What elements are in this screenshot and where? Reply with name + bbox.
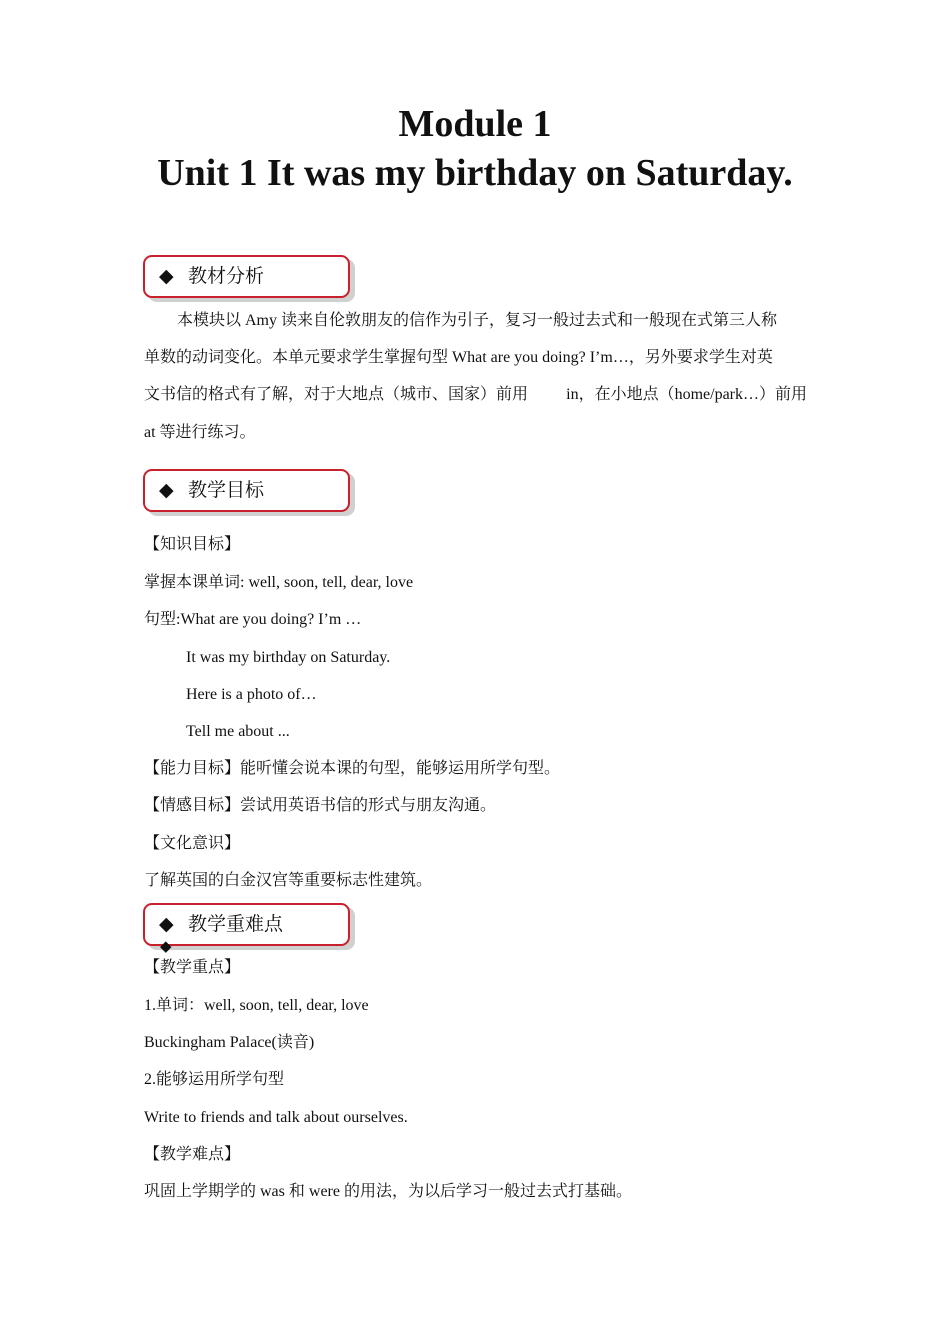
analysis-paragraph-line-4: at 等进行练习。 — [144, 424, 256, 441]
module-title: Module 1 — [398, 103, 552, 145]
unit-title: Unit 1 It was my birthday on Saturday. — [157, 152, 793, 194]
section-badge-keypoints — [143, 903, 350, 946]
section-badge-analysis — [143, 255, 350, 298]
analysis-paragraph-line-1 — [144, 310, 807, 332]
diamond-bullet-icon: ◆ — [160, 939, 172, 955]
difficulty-item: 巩固上学期学的 was 和 were 的用法，为以后学习一般过去式打基础。 — [144, 1183, 632, 1200]
analysis-text-3b: in，在小地点（home/park…）前用 — [566, 386, 807, 403]
focus-item-1: 1.单词：well, soon, tell, dear, love — [144, 997, 369, 1014]
culture-goal: 了解英国的白金汉宫等重要标志性建筑。 — [144, 872, 433, 889]
knowledge-goal-heading: 【知识目标】 — [144, 536, 241, 553]
difficulty-heading: 【教学难点】 — [144, 1146, 241, 1163]
analysis-paragraph-line-2: 单数的动词变化。本单元要求学生掌握句型 What are you doing? I’m…，另外要求学生对英 — [144, 349, 773, 366]
sentence-pattern-2: Here is a photo of… — [186, 686, 317, 703]
section-heading-goals: 教学目标 — [188, 480, 265, 501]
sentence-pattern-1: It was my birthday on Saturday. — [186, 649, 391, 666]
focus-item-2b: Write to friends and talk about ourselves. — [144, 1109, 408, 1126]
sentence-pattern-intro: 句型:What are you doing? I’m … — [144, 611, 362, 628]
diamond-bullet-icon: ◆ — [159, 266, 174, 287]
section-heading-keypoints: 教学重难点 — [188, 914, 284, 935]
culture-goal-heading: 【文化意识】 — [144, 835, 241, 852]
section-heading-analysis: 教材分析 — [188, 266, 265, 287]
focus-heading: 【教学重点】 — [144, 959, 241, 976]
analysis-text-1: 本模块以 Amy 读来自伦敦朋友的信作为引子，复习一般过去式和一般现在式第三人称 — [177, 312, 778, 329]
focus-item-1b: Buckingham Palace(读音) — [144, 1034, 315, 1051]
ability-goal: 【能力目标】能听懂会说本课的句型，能够运用所学句型。 — [144, 760, 561, 777]
diamond-bullet-icon: ◆ — [159, 914, 174, 935]
diamond-bullet-icon: ◆ — [159, 480, 174, 501]
focus-item-2: 2.能够运用所学句型 — [144, 1071, 285, 1088]
knowledge-words: 掌握本课单词: well, soon, tell, dear, love — [144, 574, 414, 591]
section-badge-goals — [143, 469, 350, 512]
analysis-text-3a: 文书信的格式有了解，对于大地点（城市、国家）前用 — [144, 386, 529, 403]
sentence-pattern-3: Tell me about ... — [186, 723, 290, 740]
emotion-goal: 【情感目标】尝试用英语书信的形式与朋友沟通。 — [144, 797, 497, 814]
analysis-paragraph-line-3 — [144, 384, 807, 406]
